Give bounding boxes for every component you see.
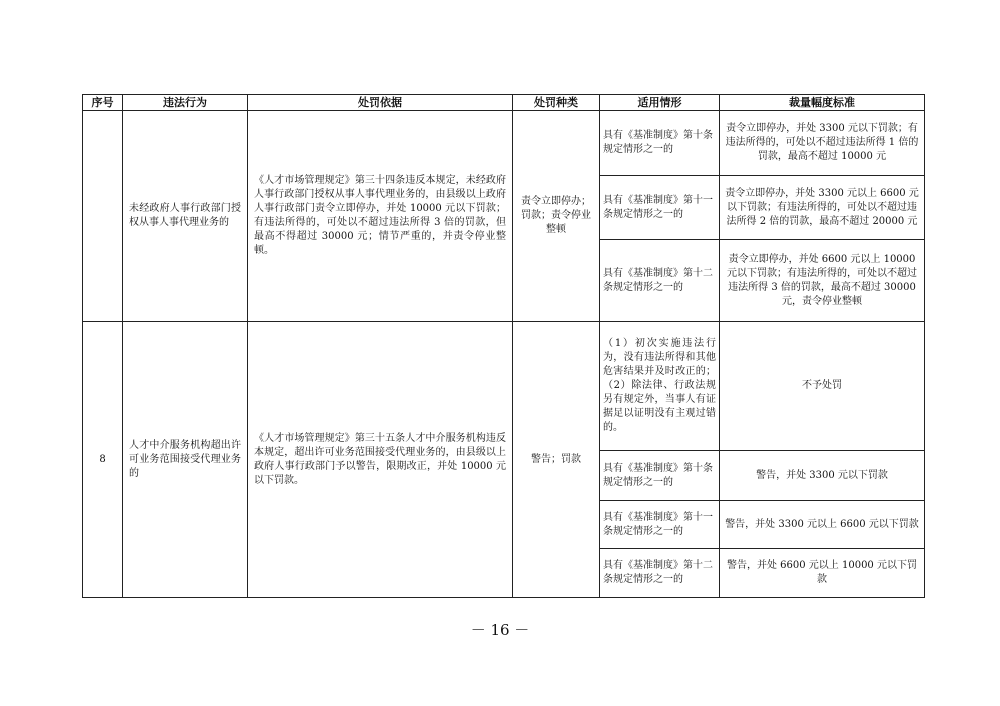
situation-cell: 具有《基准制度》第十一条规定情形之一的 — [600, 501, 720, 549]
situation-cell: 具有《基准制度》第十一条规定情形之一的 — [600, 176, 720, 240]
header-standard: 裁量幅度标准 — [720, 95, 925, 111]
type-cell: 责令立即停办；罚款；责令停业整顿 — [513, 111, 600, 322]
situation-cell: 具有《基准制度》第十条规定情形之一的 — [600, 451, 720, 501]
standard-cell: 责令立即停办，并处 3300 元以上 6600 元以下罚款；有违法所得的，可处以不超过违法所得 2 倍的罚款，最高不超过 20000 元 — [720, 176, 925, 240]
table-row — [83, 111, 925, 176]
situation-cell: （1）初次实施违法行为，没有违法所得和其他危害结果并及时改正的；（2）除法律、行政法规另有规定外，当事人有证据足以证明没有主观过错的。 — [600, 322, 720, 451]
violation-cell: 人才中介服务机构超出许可业务范围接受代理业务的 — [123, 322, 248, 598]
standard-cell: 警告，并处 3300 元以上 6600 元以下罚款 — [720, 501, 925, 549]
standard-cell: 警告，并处 6600 元以上 10000 元以下罚款 — [720, 549, 925, 598]
standard-cell: 警告，并处 3300 元以下罚款 — [720, 451, 925, 501]
standard-cell: 责令立即停办，并处 3300 元以下罚款；有违法所得的，可处以不超过违法所得 1 倍的罚款，最高不超过 10000 元 — [720, 111, 925, 176]
standard-cell: 责令立即停办，并处 6600 元以上 10000 元以下罚款；有违法所得的，可处以不超过违法所得 3 倍的罚款，最高不超过 30000 元，责令停业整顿 — [720, 240, 925, 322]
page-number: － 16 － — [470, 621, 530, 639]
table-row — [83, 322, 925, 451]
situation-cell: 具有《基准制度》第十二条规定情形之一的 — [600, 549, 720, 598]
seq-cell: 8 — [83, 322, 123, 598]
seq-cell — [83, 111, 123, 322]
standard-cell: 不予处罚 — [720, 322, 925, 451]
header-violation: 违法行为 — [123, 95, 248, 111]
basis-cell: 《人才市场管理规定》第三十五条人才中介服务机构违反本规定，超出许可业务范围接受代理业务的，由县级以上政府人事行政部门予以警告，限期改正，并处 10000 元以下罚款。 — [248, 322, 513, 598]
header-seq: 序号 — [83, 95, 123, 111]
header-basis: 处罚依据 — [248, 95, 513, 111]
header-type: 处罚种类 — [513, 95, 600, 111]
situation-cell: 具有《基准制度》第十条规定情形之一的 — [600, 111, 720, 176]
situation-cell: 具有《基准制度》第十二条规定情形之一的 — [600, 240, 720, 322]
penalty-table — [82, 94, 925, 598]
header-situation: 适用情形 — [600, 95, 720, 111]
header-row — [83, 95, 925, 111]
type-cell: 警告；罚款 — [513, 322, 600, 598]
basis-cell: 《人才市场管理规定》第三十四条违反本规定，未经政府人事行政部门授权从事人事代理业务的，由县级以上政府人事行政部门责令立即停办，并处 10000 元以下罚款；有违法所得的，可处以不超过违法所得 3 倍的罚款，但最高不得超过 30000 元；情节严重的，并责令停业整顿。 — [248, 111, 513, 322]
violation-cell: 未经政府人事行政部门授权从事人事代理业务的 — [123, 111, 248, 322]
